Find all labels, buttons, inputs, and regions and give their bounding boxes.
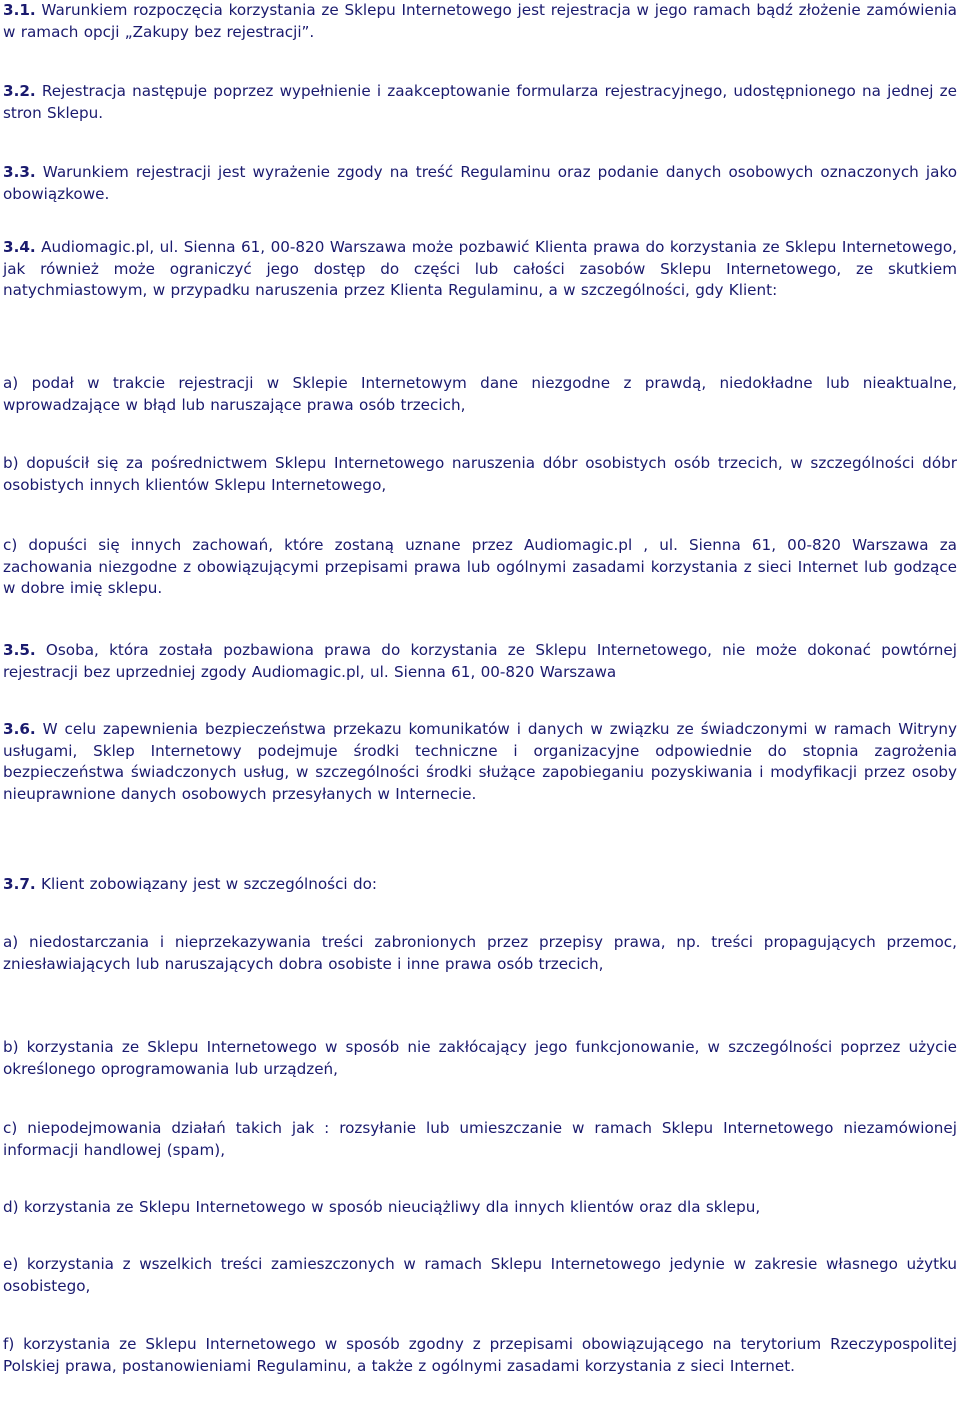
paragraph-3-4-b (3, 453, 957, 496)
paragraph-3-2 (3, 81, 957, 124)
list-item-text: a) niedostarczania i nieprzekazywania treści zabronionych przez przepisy prawa, np. treści propagujących przemoc, zniesławiających lub naruszających dobra osobiste i inne prawa osób trzecich, (3, 933, 957, 973)
section-number: 3.4. (3, 238, 36, 256)
section-number: 3.5. (3, 641, 36, 659)
list-item-text: f) korzystania ze Sklepu Internetowego w sposób zgodny z przepisami obowiązującego na terytorium Rzeczypospolitej Polskiej prawa, postanowieniami Regulaminu, a także z ogólnymi zasadami korzystania z sieci Internet. (3, 1335, 957, 1375)
section-number: 3.1. (3, 1, 36, 19)
paragraph-3-4 (3, 237, 957, 302)
section-number: 3.3. (3, 163, 36, 181)
list-item-text: c) dopuści się innych zachowań, które zostaną uznane przez Audiomagic.pl , ul. Sienna 61, 00-820 Warszawa za zachowania niezgodne z obowiązującymi przepisami prawa lub ogólnymi zasadami korzystania z sieci Internet lub godzące w dobre imię sklepu. (3, 536, 957, 597)
paragraph-3-7-c (3, 1118, 957, 1161)
paragraph-3-3 (3, 162, 957, 205)
paragraph-3-7 (3, 874, 957, 896)
paragraph-3-1 (3, 0, 957, 43)
paragraph-text: W celu zapewnienia bezpieczeństwa przekazu komunikatów i danych w związku ze świadczonymi w ramach Witryny usługami, Sklep Internetowy podejmuje środki techniczne i organizacyjne odpowiednie do stopnia zagrożenia bezpieczeństwa świadczonych usług, w szczególności środki służące zapobieganiu pozyskiwania i modyfikacji przez osoby nieuprawnione danych osobowych przesyłanych w Internecie. (3, 720, 957, 803)
paragraph-text: Audiomagic.pl, ul. Sienna 61, 00-820 Warszawa może pozbawić Klienta prawa do korzystania ze Sklepu Internetowego, jak również może ograniczyć jego dostęp do części lub całości zasobów Sklepu Internetowego, ze skutkiem natychmiastowym, w przypadku naruszenia przez Klienta Regulaminu, a w szczególności, gdy Klient: (3, 238, 957, 299)
paragraph-3-7-a (3, 932, 957, 975)
list-item-text: b) dopuścił się za pośrednictwem Sklepu Internetowego naruszenia dóbr osobistych osób trzecich, w szczególności dóbr osobistych innych klientów Sklepu Internetowego, (3, 454, 957, 494)
paragraph-3-6 (3, 719, 957, 805)
list-item-text: e) korzystania z wszelkich treści zamieszczonych w ramach Sklepu Internetowego jedynie w zakresie własnego użytku osobistego, (3, 1255, 957, 1295)
list-item-text: d) korzystania ze Sklepu Internetowego w sposób nieuciążliwy dla innych klientów oraz dla sklepu, (3, 1198, 761, 1216)
list-item-text: a) podał w trakcie rejestracji w Sklepie Internetowym dane niezgodne z prawdą, niedokładne lub nieaktualne, wprowadzające w błąd lub naruszające prawa osób trzecich, (3, 374, 957, 414)
paragraph-text: Rejestracja następuje poprzez wypełnienie i zaakceptowanie formularza rejestracyjnego, udostępnionego na jednej ze stron Sklepu. (3, 82, 957, 122)
paragraph-text: Warunkiem rozpoczęcia korzystania ze Sklepu Internetowego jest rejestracja w jego ramach bądź złożenie zamówienia w ramach opcji „Zakupy bez rejestracji”. (3, 1, 957, 41)
paragraph-3-7-d (3, 1197, 957, 1219)
section-number: 3.7. (3, 875, 36, 893)
paragraph-3-7-b (3, 1037, 957, 1080)
paragraph-3-4-a (3, 373, 957, 416)
list-item-text: c) niepodejmowania działań takich jak : rozsyłanie lub umieszczanie w ramach Sklepu Internetowego niezamówionej informacji handlowej (spam), (3, 1119, 957, 1159)
paragraph-text: Osoba, która została pozbawiona prawa do korzystania ze Sklepu Internetowego, nie może dokonać powtórnej rejestracji bez uprzedniej zgody Audiomagic.pl, ul. Sienna 61, 00-820 Warszawa (3, 641, 957, 681)
paragraph-text: Klient zobowiązany jest w szczególności do: (35, 875, 378, 893)
paragraph-3-4-c (3, 535, 957, 600)
paragraph-text: Warunkiem rejestracji jest wyrażenie zgody na treść Regulaminu oraz podanie danych osobowych oznaczonych jako obowiązkowe. (3, 163, 957, 203)
section-number: 3.2. (3, 82, 36, 100)
list-item-text: b) korzystania ze Sklepu Internetowego w sposób nie zakłócający jego funkcjonowanie, w szczególności poprzez użycie określonego oprogramowania lub urządzeń, (3, 1038, 957, 1078)
paragraph-3-7-e (3, 1254, 957, 1297)
paragraph-3-7-f (3, 1334, 957, 1377)
section-number: 3.6. (3, 720, 36, 738)
paragraph-3-5 (3, 640, 957, 683)
